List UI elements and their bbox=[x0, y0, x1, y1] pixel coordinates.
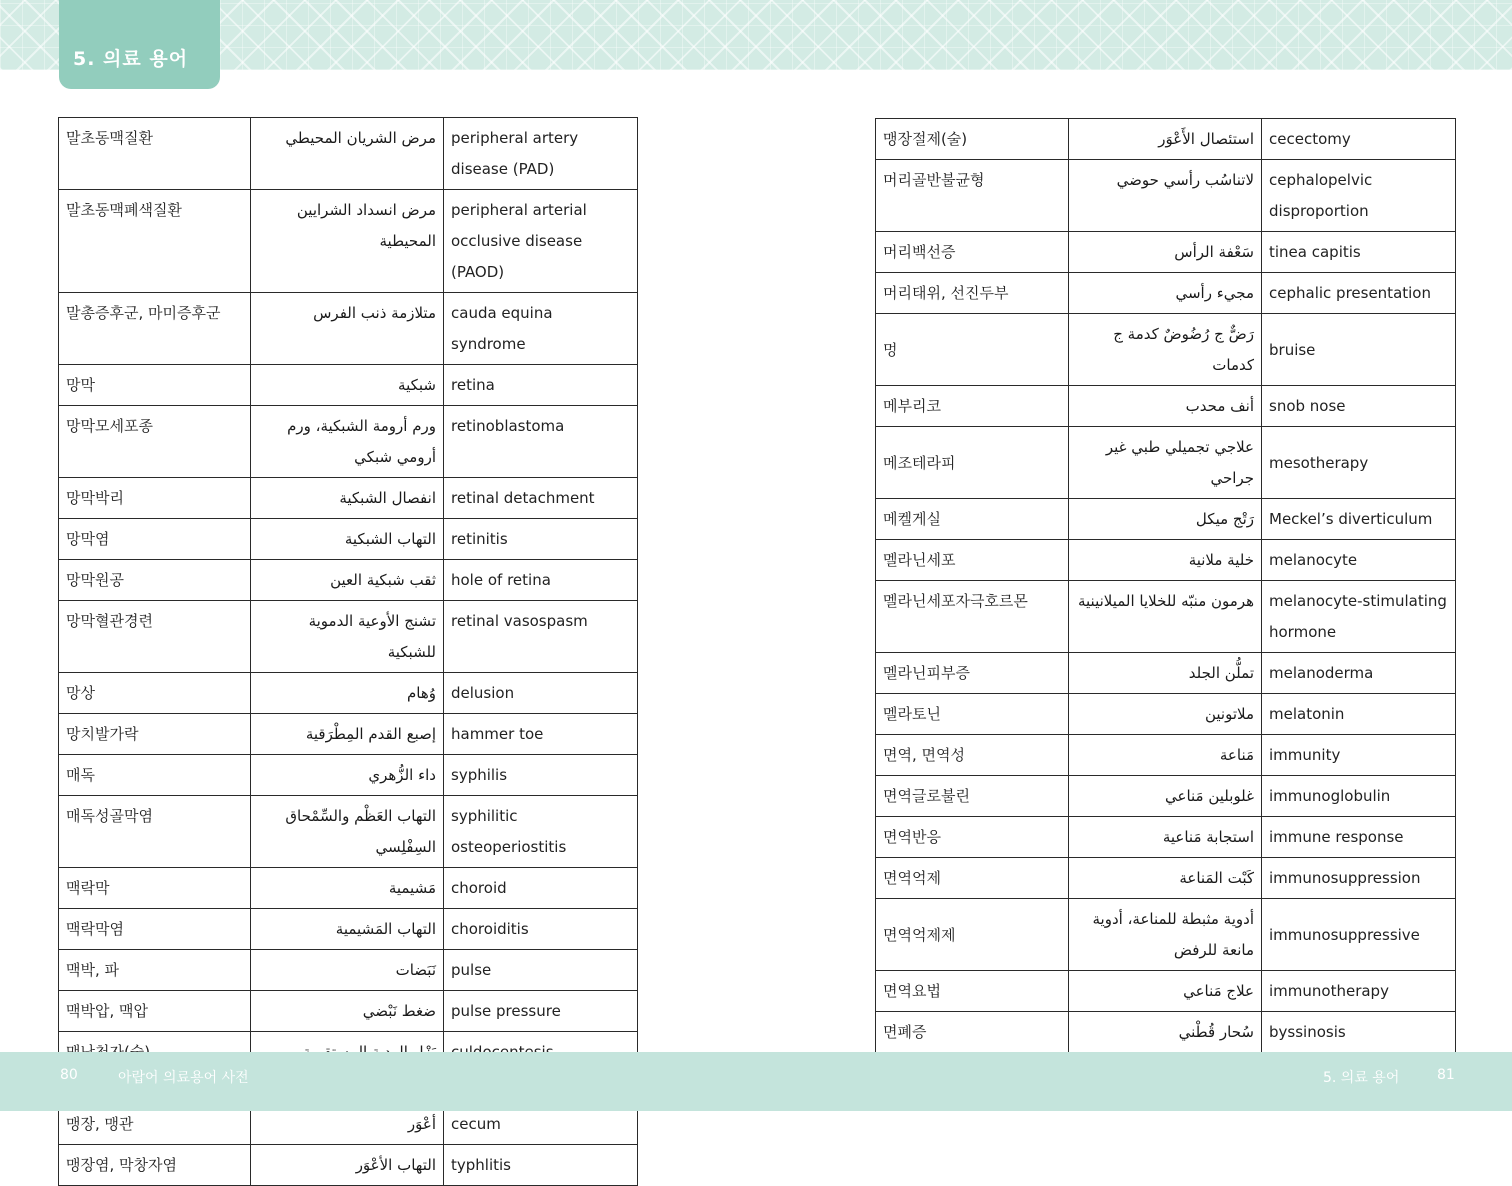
english-term: syphilis bbox=[444, 755, 638, 796]
arabic-term: هرمون منبّه للخلايا الميلانينية bbox=[1069, 581, 1262, 653]
korean-term: 면역글로불린 bbox=[876, 776, 1069, 817]
arabic-term: علاجي تجميلي طبي غير جراحي bbox=[1069, 427, 1262, 499]
term-row bbox=[876, 160, 1456, 232]
term-row bbox=[876, 899, 1456, 971]
term-row bbox=[59, 909, 638, 950]
english-term: immune response bbox=[1262, 817, 1456, 858]
arabic-term: خلية ملانية bbox=[1069, 540, 1262, 581]
term-row bbox=[59, 293, 638, 365]
korean-term: 망막염 bbox=[59, 519, 251, 560]
english-term: syphilitic osteoperiostitis bbox=[444, 796, 638, 868]
term-row bbox=[876, 119, 1456, 160]
korean-term: 말초동맥질환 bbox=[59, 118, 251, 190]
arabic-term: التهاب الأعْوَر bbox=[251, 1145, 444, 1186]
arabic-term: إصبع القدم المِطْرَقية bbox=[251, 714, 444, 755]
term-row bbox=[876, 232, 1456, 273]
english-term: melanocyte-stimulating hormone bbox=[1262, 581, 1456, 653]
term-row bbox=[876, 427, 1456, 499]
korean-term: 망막혈관경련 bbox=[59, 601, 251, 673]
english-term: byssinosis bbox=[1262, 1012, 1456, 1053]
arabic-term: داء الزُّهري bbox=[251, 755, 444, 796]
english-term: hole of retina bbox=[444, 560, 638, 601]
korean-term: 말총증후군, 마미증후군 bbox=[59, 293, 251, 365]
chapter-title-right: 5. 의료 용어 bbox=[1323, 1070, 1400, 1086]
arabic-term: سَعْفة الرأس bbox=[1069, 232, 1262, 273]
term-row bbox=[59, 519, 638, 560]
korean-term: 메조테라피 bbox=[876, 427, 1069, 499]
english-term: pulse pressure bbox=[444, 991, 638, 1032]
english-term: bruise bbox=[1262, 314, 1456, 386]
korean-term: 멜라닌피부증 bbox=[876, 653, 1069, 694]
korean-term: 망치발가락 bbox=[59, 714, 251, 755]
arabic-term: رَضٌّ ج رُضُوضٌ كدمة ج كدمات bbox=[1069, 314, 1262, 386]
english-term: immunosuppression bbox=[1262, 858, 1456, 899]
korean-term: 맥박압, 맥압 bbox=[59, 991, 251, 1032]
english-term: cauda equina syndrome bbox=[444, 293, 638, 365]
term-row bbox=[59, 406, 638, 478]
arabic-term: استجابة مَناعية bbox=[1069, 817, 1262, 858]
korean-term: 면역, 면역성 bbox=[876, 735, 1069, 776]
term-row bbox=[59, 1145, 638, 1186]
korean-term: 매독성골막염 bbox=[59, 796, 251, 868]
english-term: immunosuppressive bbox=[1262, 899, 1456, 971]
korean-term: 메부리코 bbox=[876, 386, 1069, 427]
english-term: peripheral artery disease (PAD) bbox=[444, 118, 638, 190]
english-term: retina bbox=[444, 365, 638, 406]
english-term: melanoderma bbox=[1262, 653, 1456, 694]
korean-term: 머리태위, 선진두부 bbox=[876, 273, 1069, 314]
arabic-term: التهاب المَشيمية bbox=[251, 909, 444, 950]
arabic-term: مرض الشريان المحيطي bbox=[251, 118, 444, 190]
term-row bbox=[59, 190, 638, 293]
term-row bbox=[59, 714, 638, 755]
term-row bbox=[59, 950, 638, 991]
english-term: tinea capitis bbox=[1262, 232, 1456, 273]
arabic-term: سُحار قُطْني bbox=[1069, 1012, 1262, 1053]
english-term: Meckel’s diverticulum bbox=[1262, 499, 1456, 540]
arabic-term: ثقب شبكية العين bbox=[251, 560, 444, 601]
korean-term: 망막 bbox=[59, 365, 251, 406]
arabic-term: لاتناسُب رأسي حوضي bbox=[1069, 160, 1262, 232]
arabic-term: أعْوَر bbox=[251, 1104, 444, 1145]
korean-term: 멜라토닌 bbox=[876, 694, 1069, 735]
korean-term: 메켈게실 bbox=[876, 499, 1069, 540]
korean-term: 말초동맥폐색질환 bbox=[59, 190, 251, 293]
korean-term: 머리백선증 bbox=[876, 232, 1069, 273]
english-term: retinal vasospasm bbox=[444, 601, 638, 673]
page-footer bbox=[0, 1052, 1512, 1111]
term-row bbox=[876, 499, 1456, 540]
arabic-term: وُهام bbox=[251, 673, 444, 714]
english-term: typhlitis bbox=[444, 1145, 638, 1186]
arabic-term: ضغط نَبْضي bbox=[251, 991, 444, 1032]
korean-term: 면폐증 bbox=[876, 1012, 1069, 1053]
arabic-term: رَتْج ميكل bbox=[1069, 499, 1262, 540]
arabic-term: مَناعة bbox=[1069, 735, 1262, 776]
arabic-term: كَبْت المَناعة bbox=[1069, 858, 1262, 899]
term-row bbox=[876, 817, 1456, 858]
arabic-term: متلازمة ذنب الفرس bbox=[251, 293, 444, 365]
korean-term: 맥락막염 bbox=[59, 909, 251, 950]
term-row bbox=[876, 581, 1456, 653]
english-term: melatonin bbox=[1262, 694, 1456, 735]
term-row bbox=[876, 314, 1456, 386]
term-row bbox=[59, 796, 638, 868]
arabic-term: شبكية bbox=[251, 365, 444, 406]
arabic-term: استئصال الأَعْوَر bbox=[1069, 119, 1262, 160]
arabic-term: تملُّن الجلد bbox=[1069, 653, 1262, 694]
term-row bbox=[876, 776, 1456, 817]
term-row bbox=[59, 673, 638, 714]
korean-term: 망막원공 bbox=[59, 560, 251, 601]
arabic-term: انفصال الشبكية bbox=[251, 478, 444, 519]
term-row bbox=[59, 478, 638, 519]
term-row bbox=[876, 735, 1456, 776]
korean-term: 매독 bbox=[59, 755, 251, 796]
terms-table-right bbox=[875, 118, 1456, 1094]
arabic-term: تشنج الأوعية الدموية للشبكية bbox=[251, 601, 444, 673]
korean-term: 맹장염, 막창자염 bbox=[59, 1145, 251, 1186]
term-row bbox=[876, 653, 1456, 694]
arabic-term: ورم أرومة الشبكية، ورم أرومي شبكي bbox=[251, 406, 444, 478]
english-term: pulse bbox=[444, 950, 638, 991]
chapter-tab bbox=[59, 0, 220, 89]
terms-table-left bbox=[58, 117, 638, 1186]
term-row bbox=[59, 991, 638, 1032]
korean-term: 맥락막 bbox=[59, 868, 251, 909]
english-term: immunity bbox=[1262, 735, 1456, 776]
term-row bbox=[876, 273, 1456, 314]
chapter-title: 5. 의료 용어 bbox=[73, 48, 189, 70]
korean-term: 면역요법 bbox=[876, 971, 1069, 1012]
term-row bbox=[59, 560, 638, 601]
term-row bbox=[876, 540, 1456, 581]
arabic-term: التهاب الشبكية bbox=[251, 519, 444, 560]
korean-term: 맥박, 파 bbox=[59, 950, 251, 991]
korean-term: 맹장절제(술) bbox=[876, 119, 1069, 160]
korean-term: 면역반응 bbox=[876, 817, 1069, 858]
term-row bbox=[59, 868, 638, 909]
korean-term: 머리골반불균형 bbox=[876, 160, 1069, 232]
english-term: cephalic presentation bbox=[1262, 273, 1456, 314]
english-term: retinoblastoma bbox=[444, 406, 638, 478]
english-term: choroid bbox=[444, 868, 638, 909]
arabic-term: أدوية مثبطة للمناعة، أدوية مانعة للرفض bbox=[1069, 899, 1262, 971]
english-term: retinal detachment bbox=[444, 478, 638, 519]
english-term: immunotherapy bbox=[1262, 971, 1456, 1012]
korean-term: 멜라닌세포자극호르몬 bbox=[876, 581, 1069, 653]
arabic-term: ملاتونين bbox=[1069, 694, 1262, 735]
book-title: 아랍어 의료용어 사전 bbox=[118, 1070, 249, 1086]
english-term: choroiditis bbox=[444, 909, 638, 950]
english-term: cephalopelvic disproportion bbox=[1262, 160, 1456, 232]
english-term: retinitis bbox=[444, 519, 638, 560]
english-term: hammer toe bbox=[444, 714, 638, 755]
arabic-term: التهاب العَظْم والسِّمْحاق السِفْلِسي bbox=[251, 796, 444, 868]
english-term: delusion bbox=[444, 673, 638, 714]
korean-term: 멜라닌세포 bbox=[876, 540, 1069, 581]
term-row bbox=[876, 1012, 1456, 1053]
arabic-term: مرض انسداد الشرايين المحيطية bbox=[251, 190, 444, 293]
english-term: melanocyte bbox=[1262, 540, 1456, 581]
term-row bbox=[59, 755, 638, 796]
term-row bbox=[876, 386, 1456, 427]
korean-term: 맹장, 맹관 bbox=[59, 1104, 251, 1145]
korean-term: 망상 bbox=[59, 673, 251, 714]
page-number-right: 81 bbox=[1437, 1067, 1455, 1083]
arabic-term: مَشيمية bbox=[251, 868, 444, 909]
english-term: cecum bbox=[444, 1104, 638, 1145]
korean-term: 망막모세포종 bbox=[59, 406, 251, 478]
arabic-term: غلوبلين مَناعي bbox=[1069, 776, 1262, 817]
korean-term: 면역억제 bbox=[876, 858, 1069, 899]
page-number-left: 80 bbox=[60, 1067, 78, 1083]
term-row bbox=[876, 694, 1456, 735]
korean-term: 망막박리 bbox=[59, 478, 251, 519]
korean-term: 면역억제제 bbox=[876, 899, 1069, 971]
arabic-term: مجيء رأسي bbox=[1069, 273, 1262, 314]
term-row bbox=[59, 118, 638, 190]
english-term: snob nose bbox=[1262, 386, 1456, 427]
english-term: mesotherapy bbox=[1262, 427, 1456, 499]
english-term: peripheral arterial occlusive disease (PAOD) bbox=[444, 190, 638, 293]
arabic-term: نَبَضات bbox=[251, 950, 444, 991]
header-pattern-band bbox=[0, 0, 1512, 70]
arabic-term: أنف محدب bbox=[1069, 386, 1262, 427]
arabic-term: علاج مَناعي bbox=[1069, 971, 1262, 1012]
term-row bbox=[59, 365, 638, 406]
english-term: cecectomy bbox=[1262, 119, 1456, 160]
english-term: immunoglobulin bbox=[1262, 776, 1456, 817]
korean-term: 멍 bbox=[876, 314, 1069, 386]
term-row bbox=[876, 858, 1456, 899]
term-row bbox=[876, 971, 1456, 1012]
term-row bbox=[59, 601, 638, 673]
